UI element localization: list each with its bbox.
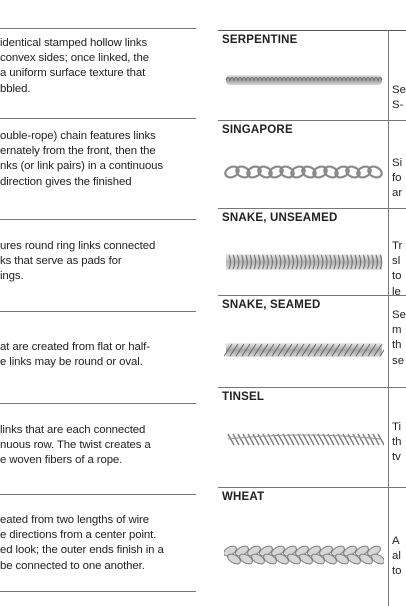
description-line: Se [392, 84, 406, 96]
description-line: identical stamped hollow links [0, 37, 148, 49]
description-line: ed look; the outer ends finish in a [0, 544, 164, 557]
description-line: ouble-rope) chain features links [0, 130, 156, 142]
row-divider [0, 591, 196, 592]
row-divider [0, 311, 196, 312]
description-line: al [392, 550, 401, 563]
row-divider [0, 494, 196, 495]
description-line: e links may be round or oval. [0, 356, 143, 369]
snake-unseamed-chain-image [224, 250, 384, 274]
chain-name: SERPENTINE [222, 34, 298, 46]
chain-row-serpentine [218, 30, 406, 120]
tinsel-chain-image [224, 427, 384, 451]
description-line: convex sides; once linked, the [0, 52, 149, 65]
description-block [0, 129, 196, 190]
description-line: A [392, 535, 400, 547]
description-line: fo [392, 172, 402, 185]
chain-name: SNAKE, SEAMED [222, 299, 321, 311]
description-line: ings. [0, 270, 24, 283]
description-line: ernately from the front, then the [0, 145, 156, 158]
description-line: se [392, 354, 405, 367]
singapore-chain-image [224, 160, 384, 184]
description-line: nuous row. The twist creates a [0, 439, 151, 452]
row-divider [0, 28, 196, 29]
description-line: le [392, 285, 401, 298]
description-line: e woven fibers of a rope. [0, 454, 123, 467]
row-divider [0, 118, 196, 119]
description-line: S- [392, 99, 404, 112]
chain-description [392, 308, 406, 369]
chain-name: WHEAT [222, 491, 265, 503]
chain-row-snake-seamed [218, 295, 406, 387]
description-line: eated from two lengths of wire [0, 514, 149, 526]
description-block [0, 513, 196, 574]
description-line: tv [392, 451, 401, 464]
chain-row-tinsel [218, 387, 406, 487]
description-line: Se [392, 309, 406, 321]
description-line: Tr [392, 240, 403, 252]
snake-seamed-chain-image [224, 338, 384, 362]
description-line: sl [392, 255, 401, 268]
description-line: e directions from a center point. [0, 529, 157, 542]
description-line: ks that serve as pads for [0, 255, 122, 268]
description-line: to [392, 270, 402, 283]
chain-row-wheat [218, 487, 406, 606]
serpentine-chain-image [224, 68, 384, 92]
description-block [0, 423, 196, 469]
description-block [0, 36, 196, 97]
chain-styles-table [218, 30, 406, 606]
wheat-chain-image [224, 543, 384, 567]
description-line: th [392, 436, 402, 449]
description-line: links that are each connected [0, 424, 146, 436]
row-divider [0, 219, 196, 220]
chain-row-singapore [218, 120, 406, 208]
description-block [0, 340, 196, 370]
row-divider [0, 403, 196, 404]
description-line: ures round ring links connected [0, 240, 156, 252]
description-line: to [392, 565, 402, 578]
description-line: Ti [392, 421, 402, 433]
description-line: m [392, 324, 402, 337]
chain-description [392, 239, 406, 300]
description-line: bbled. [0, 82, 31, 95]
chain-description [392, 83, 406, 113]
chain-description [392, 534, 406, 580]
description-line: at are created from flat or half- [0, 341, 150, 353]
chain-row-snake-unseamed [218, 208, 406, 298]
description-line: th [392, 339, 402, 352]
chain-description [392, 156, 406, 202]
description-line: direction gives the finished [0, 175, 132, 188]
description-line: a uniform surface texture that [0, 67, 146, 80]
description-line: Si [392, 157, 403, 169]
description-line: ar [392, 187, 403, 200]
chain-name: SNAKE, UNSEAMED [222, 212, 338, 224]
chain-name: SINGAPORE [222, 124, 293, 136]
description-line: nks (or link pairs) in a continuous [0, 160, 164, 173]
description-line: be connected to one another. [0, 559, 145, 572]
left-description-column [0, 0, 196, 606]
description-block [0, 239, 196, 285]
chain-name: TINSEL [222, 391, 265, 403]
chain-description [392, 420, 406, 466]
